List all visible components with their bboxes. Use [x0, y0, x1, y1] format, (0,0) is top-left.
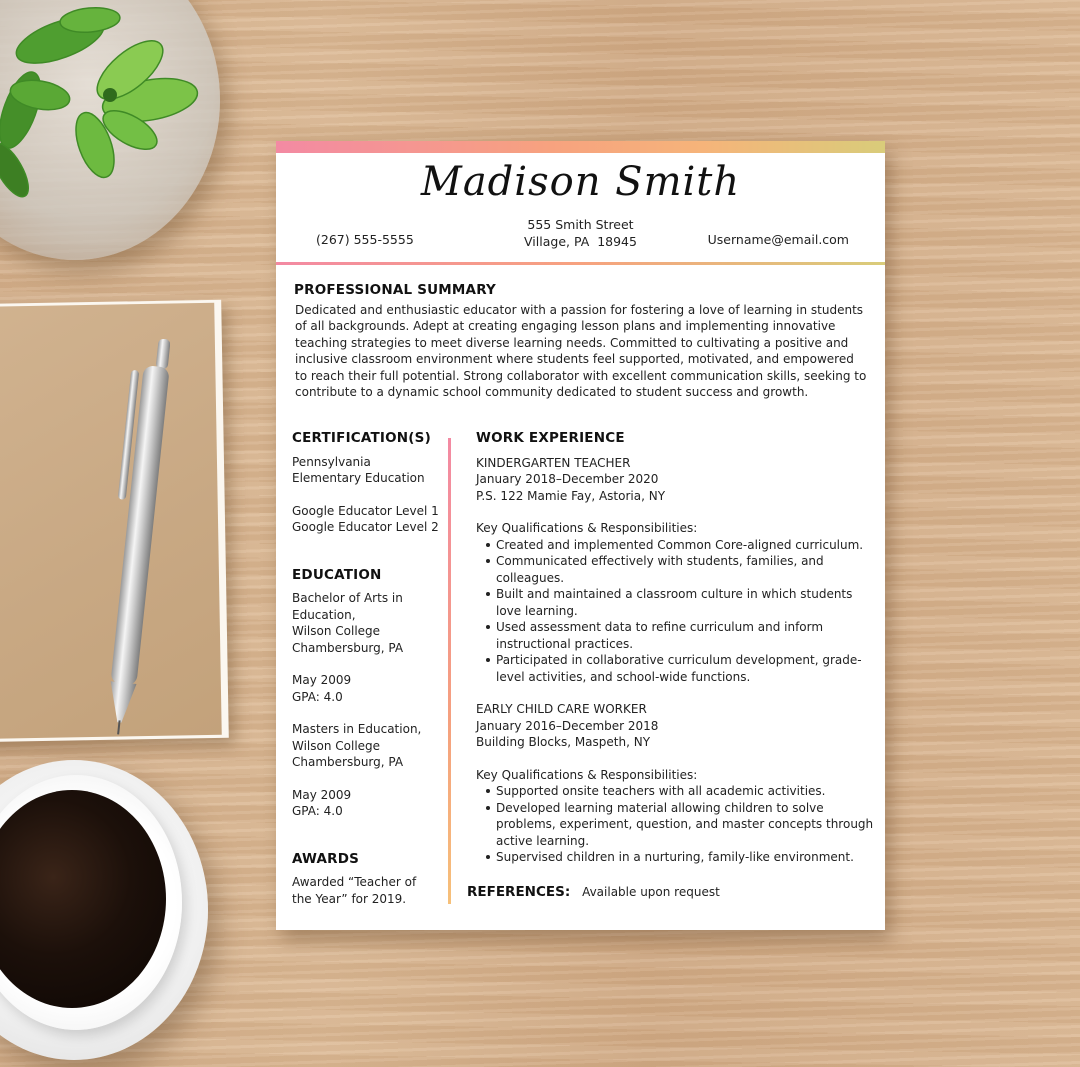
resume-name: Madison Smith: [420, 159, 741, 205]
edu-gpa: GPA: 4.0: [292, 689, 343, 704]
contact-email: Username@email.com: [707, 232, 849, 247]
list-item: Created and implemented Common Core-aligned curriculum.: [486, 537, 876, 554]
award-line: the Year” for 2019.: [292, 891, 407, 906]
references: [467, 884, 720, 900]
edu-line: Education,: [292, 607, 356, 622]
list-item: Supervised children in a nurturing, family-like environment.: [486, 849, 876, 866]
address-line-2: Village, PA 18945: [524, 234, 637, 249]
job-entry: [476, 701, 876, 866]
edu-line: Bachelor of Arts in: [292, 591, 403, 605]
summary-text: Dedicated and enthusiastic educator with a passion for fostering a love of learning in students of all backgrounds. Adept at creating engaging lesson plans and implementing innovative teaching strategies to meet diverse learning needs. Committed to cultivating a positive and inclusive classroom environment where students feel supported, motivated, and empowered to reach their full potential. Strong collaborator with excellent communication skills, seeking to contribute to a dynamic school community dedicated to student success and growth.: [295, 303, 867, 400]
edu-date: May 2009: [292, 673, 352, 687]
resume-page: [276, 141, 885, 930]
header-gradient-bar: [276, 141, 885, 153]
pen-icon: [80, 330, 170, 740]
job-entry: [476, 455, 876, 686]
list-item: Used assessment data to refine curriculum and inform instructional practices.: [486, 619, 876, 652]
cert-line: Google Educator Level 2: [292, 520, 439, 534]
address-line-1: 555 Smith Street: [527, 217, 634, 232]
education-title: EDUCATION: [292, 566, 382, 583]
kq-label: Key Qualifications & Responsibilities:: [476, 767, 698, 782]
job-title: KINDERGARTEN TEACHER: [476, 455, 631, 470]
edu-line: Chambersburg, PA: [292, 755, 404, 769]
edu-line: Chambersburg, PA: [292, 640, 404, 655]
job-dates: January 2018–December 2020: [476, 472, 659, 486]
job-place: P.S. 122 Mamie Fay, Astoria, NY: [476, 488, 666, 503]
column-divider: [448, 438, 451, 904]
right-column: [476, 430, 876, 882]
certifications-title: CERTIFICATION(S): [292, 430, 431, 446]
cert-line: Google Educator Level 1: [292, 503, 439, 518]
list-item: Participated in collaborative curriculum development, grade-level activities, and school-wide functions.: [486, 652, 876, 685]
list-item: Built and maintained a classroom culture in which students love learning.: [486, 586, 876, 619]
job-title: EARLY CHILD CARE WORKER: [476, 702, 647, 716]
job-bullets: [486, 537, 876, 686]
header-divider: [276, 262, 885, 265]
edu-line: Wilson College: [292, 738, 381, 753]
award-line: Awarded “Teacher of: [292, 875, 417, 889]
summary-title: PROFESSIONAL SUMMARY: [294, 282, 497, 298]
work-title: WORK EXPERIENCE: [476, 430, 625, 446]
edu-line: Masters in Education,: [292, 722, 422, 736]
contact-phone: (267) 555-5555: [316, 232, 414, 247]
cert-line: Pennsylvania: [292, 454, 371, 469]
succulent-plant-icon: [0, 0, 220, 240]
edu-date: May 2009: [292, 787, 352, 802]
list-item: Supported onsite teachers with all academic activities.: [486, 783, 876, 800]
left-column: [292, 430, 442, 907]
awards-title: AWARDS: [292, 850, 360, 867]
list-item: Communicated effectively with students, families, and colleagues.: [486, 553, 876, 586]
references-title: REFERENCES:: [467, 884, 571, 900]
edu-gpa: GPA: 4.0: [292, 804, 343, 818]
edu-line: Wilson College: [292, 624, 381, 638]
references-text: Available upon request: [582, 885, 720, 899]
job-dates: January 2016–December 2018: [476, 718, 659, 733]
list-item: Developed learning material allowing children to solve problems, experiment, question, and master concepts through active learning.: [486, 800, 876, 850]
job-place: Building Blocks, Maspeth, NY: [476, 735, 651, 749]
job-bullets: [486, 783, 876, 866]
cert-line: Elementary Education: [292, 471, 425, 485]
kq-label: Key Qualifications & Responsibilities:: [476, 521, 698, 535]
